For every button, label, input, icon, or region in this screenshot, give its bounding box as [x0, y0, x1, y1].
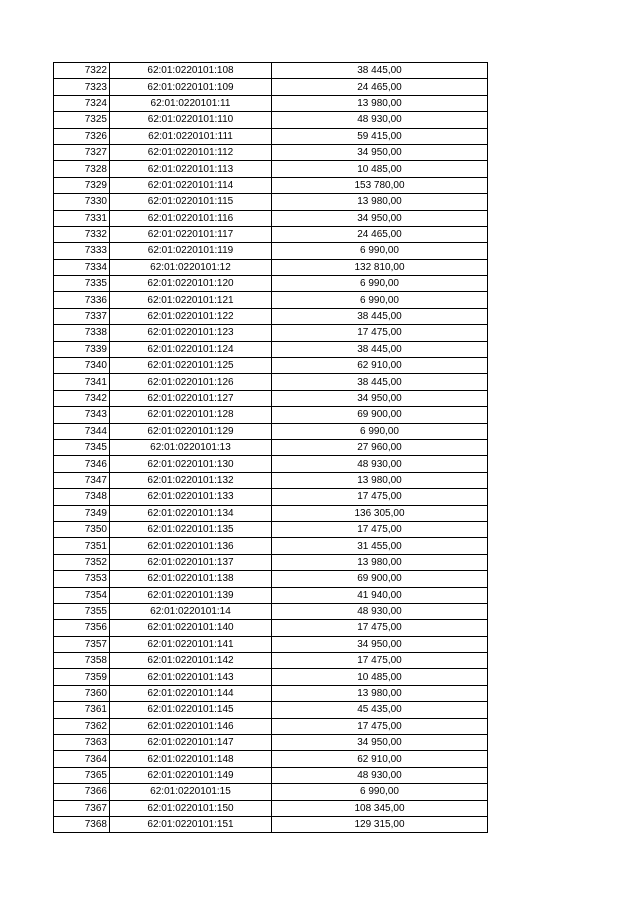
cadastral-number-cell: 62:01:0220101:108	[110, 63, 272, 79]
cadastral-number-cell: 62:01:0220101:123	[110, 325, 272, 341]
cadastral-value-cell: 45 435,00	[272, 702, 488, 718]
row-number-cell: 7363	[54, 735, 110, 751]
table-row	[54, 472, 488, 488]
row-number-cell: 7333	[54, 243, 110, 259]
cadastral-number-cell: 62:01:0220101:116	[110, 210, 272, 226]
cadastral-number-cell: 62:01:0220101:142	[110, 653, 272, 669]
cadastral-value-cell: 13 980,00	[272, 685, 488, 701]
table-row	[54, 276, 488, 292]
row-number-cell: 7327	[54, 144, 110, 160]
cadastral-number-cell: 62:01:0220101:146	[110, 718, 272, 734]
table-row	[54, 63, 488, 79]
cadastral-number-cell: 62:01:0220101:110	[110, 112, 272, 128]
cadastral-number-cell: 62:01:0220101:115	[110, 194, 272, 210]
cadastral-number-cell: 62:01:0220101:140	[110, 620, 272, 636]
cadastral-value-cell: 17 475,00	[272, 653, 488, 669]
table-row	[54, 128, 488, 144]
row-number-cell: 7334	[54, 259, 110, 275]
row-number-cell: 7364	[54, 751, 110, 767]
cadastral-number-cell: 62:01:0220101:128	[110, 407, 272, 423]
table-row	[54, 292, 488, 308]
row-number-cell: 7326	[54, 128, 110, 144]
table-row	[54, 407, 488, 423]
cadastral-value-cell: 59 415,00	[272, 128, 488, 144]
row-number-cell: 7349	[54, 505, 110, 521]
row-number-cell: 7357	[54, 636, 110, 652]
cadastral-number-cell: 62:01:0220101:132	[110, 472, 272, 488]
cadastral-value-cell: 34 950,00	[272, 390, 488, 406]
table-row	[54, 800, 488, 816]
table-row	[54, 538, 488, 554]
cadastral-number-cell: 62:01:0220101:13	[110, 439, 272, 455]
row-number-cell: 7325	[54, 112, 110, 128]
cadastral-value-cell: 69 900,00	[272, 571, 488, 587]
cadastral-value-cell: 10 485,00	[272, 161, 488, 177]
row-number-cell: 7323	[54, 79, 110, 95]
table-row	[54, 702, 488, 718]
row-number-cell: 7353	[54, 571, 110, 587]
row-number-cell: 7366	[54, 784, 110, 800]
cadastral-value-table	[53, 62, 488, 833]
table-row	[54, 325, 488, 341]
table-row	[54, 718, 488, 734]
cadastral-number-cell: 62:01:0220101:144	[110, 685, 272, 701]
row-number-cell: 7354	[54, 587, 110, 603]
row-number-cell: 7361	[54, 702, 110, 718]
table-row	[54, 751, 488, 767]
row-number-cell: 7352	[54, 554, 110, 570]
row-number-cell: 7322	[54, 63, 110, 79]
cadastral-value-cell: 24 465,00	[272, 79, 488, 95]
cadastral-number-cell: 62:01:0220101:147	[110, 735, 272, 751]
cadastral-number-cell: 62:01:0220101:125	[110, 358, 272, 374]
cadastral-value-cell: 6 990,00	[272, 423, 488, 439]
cadastral-number-cell: 62:01:0220101:127	[110, 390, 272, 406]
table-row	[54, 243, 488, 259]
cadastral-number-cell: 62:01:0220101:135	[110, 521, 272, 537]
table-body	[54, 63, 488, 833]
table-row	[54, 571, 488, 587]
table-row	[54, 341, 488, 357]
cadastral-value-cell: 10 485,00	[272, 669, 488, 685]
row-number-cell: 7342	[54, 390, 110, 406]
cadastral-value-cell: 108 345,00	[272, 800, 488, 816]
row-number-cell: 7337	[54, 308, 110, 324]
cadastral-value-cell: 13 980,00	[272, 95, 488, 111]
table-row	[54, 620, 488, 636]
row-number-cell: 7331	[54, 210, 110, 226]
cadastral-number-cell: 62:01:0220101:113	[110, 161, 272, 177]
table-row	[54, 226, 488, 242]
row-number-cell: 7336	[54, 292, 110, 308]
cadastral-value-cell: 48 930,00	[272, 112, 488, 128]
cadastral-value-cell: 48 930,00	[272, 603, 488, 619]
cadastral-value-cell: 17 475,00	[272, 325, 488, 341]
table-row	[54, 112, 488, 128]
cadastral-number-cell: 62:01:0220101:112	[110, 144, 272, 160]
row-number-cell: 7365	[54, 767, 110, 783]
table-row	[54, 784, 488, 800]
cadastral-number-cell: 62:01:0220101:134	[110, 505, 272, 521]
cadastral-number-cell: 62:01:0220101:114	[110, 177, 272, 193]
row-number-cell: 7347	[54, 472, 110, 488]
cadastral-number-cell: 62:01:0220101:136	[110, 538, 272, 554]
cadastral-number-cell: 62:01:0220101:137	[110, 554, 272, 570]
cadastral-value-cell: 62 910,00	[272, 751, 488, 767]
cadastral-number-cell: 62:01:0220101:14	[110, 603, 272, 619]
row-number-cell: 7324	[54, 95, 110, 111]
cadastral-number-cell: 62:01:0220101:143	[110, 669, 272, 685]
cadastral-value-cell: 6 990,00	[272, 243, 488, 259]
table-row	[54, 374, 488, 390]
table-row	[54, 259, 488, 275]
cadastral-number-cell: 62:01:0220101:120	[110, 276, 272, 292]
row-number-cell: 7341	[54, 374, 110, 390]
cadastral-value-cell: 17 475,00	[272, 489, 488, 505]
table-row	[54, 144, 488, 160]
row-number-cell: 7362	[54, 718, 110, 734]
row-number-cell: 7339	[54, 341, 110, 357]
table-row	[54, 636, 488, 652]
cadastral-number-cell: 62:01:0220101:139	[110, 587, 272, 603]
table-row	[54, 653, 488, 669]
cadastral-value-cell: 17 475,00	[272, 521, 488, 537]
table-row	[54, 423, 488, 439]
cadastral-number-cell: 62:01:0220101:117	[110, 226, 272, 242]
row-number-cell: 7332	[54, 226, 110, 242]
row-number-cell: 7340	[54, 358, 110, 374]
cadastral-number-cell: 62:01:0220101:141	[110, 636, 272, 652]
cadastral-number-cell: 62:01:0220101:124	[110, 341, 272, 357]
cadastral-number-cell: 62:01:0220101:151	[110, 816, 272, 832]
row-number-cell: 7368	[54, 816, 110, 832]
cadastral-number-cell: 62:01:0220101:15	[110, 784, 272, 800]
row-number-cell: 7345	[54, 439, 110, 455]
table-row	[54, 210, 488, 226]
row-number-cell: 7367	[54, 800, 110, 816]
table-row	[54, 390, 488, 406]
table-row	[54, 554, 488, 570]
cadastral-value-cell: 17 475,00	[272, 620, 488, 636]
cadastral-number-cell: 62:01:0220101:133	[110, 489, 272, 505]
cadastral-number-cell: 62:01:0220101:138	[110, 571, 272, 587]
row-number-cell: 7350	[54, 521, 110, 537]
cadastral-number-cell: 62:01:0220101:145	[110, 702, 272, 718]
table-row	[54, 456, 488, 472]
table-row	[54, 177, 488, 193]
row-number-cell: 7328	[54, 161, 110, 177]
table-row	[54, 79, 488, 95]
table-row	[54, 161, 488, 177]
table-row	[54, 816, 488, 832]
row-number-cell: 7343	[54, 407, 110, 423]
cadastral-value-cell: 27 960,00	[272, 439, 488, 455]
cadastral-value-cell: 6 990,00	[272, 276, 488, 292]
table-row	[54, 358, 488, 374]
table-row	[54, 685, 488, 701]
cadastral-value-cell: 6 990,00	[272, 784, 488, 800]
table-row	[54, 95, 488, 111]
cadastral-value-cell: 13 980,00	[272, 194, 488, 210]
cadastral-value-cell: 24 465,00	[272, 226, 488, 242]
row-number-cell: 7329	[54, 177, 110, 193]
cadastral-value-cell: 69 900,00	[272, 407, 488, 423]
table-row	[54, 587, 488, 603]
table-row	[54, 521, 488, 537]
row-number-cell: 7351	[54, 538, 110, 554]
cadastral-number-cell: 62:01:0220101:121	[110, 292, 272, 308]
table-row	[54, 308, 488, 324]
cadastral-number-cell: 62:01:0220101:150	[110, 800, 272, 816]
row-number-cell: 7344	[54, 423, 110, 439]
row-number-cell: 7359	[54, 669, 110, 685]
cadastral-number-cell: 62:01:0220101:126	[110, 374, 272, 390]
cadastral-number-cell: 62:01:0220101:109	[110, 79, 272, 95]
cadastral-value-cell: 17 475,00	[272, 718, 488, 734]
cadastral-value-cell: 62 910,00	[272, 358, 488, 374]
cadastral-value-cell: 38 445,00	[272, 308, 488, 324]
cadastral-number-cell: 62:01:0220101:149	[110, 767, 272, 783]
cadastral-number-cell: 62:01:0220101:11	[110, 95, 272, 111]
cadastral-number-cell: 62:01:0220101:148	[110, 751, 272, 767]
row-number-cell: 7355	[54, 603, 110, 619]
cadastral-value-cell: 34 950,00	[272, 210, 488, 226]
row-number-cell: 7358	[54, 653, 110, 669]
table-row	[54, 735, 488, 751]
cadastral-value-cell: 132 810,00	[272, 259, 488, 275]
cadastral-value-cell: 34 950,00	[272, 636, 488, 652]
cadastral-value-cell: 153 780,00	[272, 177, 488, 193]
row-number-cell: 7330	[54, 194, 110, 210]
row-number-cell: 7346	[54, 456, 110, 472]
cadastral-number-cell: 62:01:0220101:119	[110, 243, 272, 259]
cadastral-number-cell: 62:01:0220101:129	[110, 423, 272, 439]
cadastral-value-cell: 136 305,00	[272, 505, 488, 521]
row-number-cell: 7338	[54, 325, 110, 341]
table-row	[54, 194, 488, 210]
cadastral-number-cell: 62:01:0220101:122	[110, 308, 272, 324]
cadastral-value-cell: 6 990,00	[272, 292, 488, 308]
cadastral-value-cell: 48 930,00	[272, 767, 488, 783]
table-row	[54, 505, 488, 521]
row-number-cell: 7356	[54, 620, 110, 636]
row-number-cell: 7360	[54, 685, 110, 701]
cadastral-number-cell: 62:01:0220101:12	[110, 259, 272, 275]
table-row	[54, 669, 488, 685]
cadastral-value-cell: 13 980,00	[272, 554, 488, 570]
cadastral-number-cell: 62:01:0220101:111	[110, 128, 272, 144]
table-row	[54, 439, 488, 455]
cadastral-value-cell: 48 930,00	[272, 456, 488, 472]
table-row	[54, 489, 488, 505]
row-number-cell: 7348	[54, 489, 110, 505]
cadastral-value-cell: 31 455,00	[272, 538, 488, 554]
table-row	[54, 603, 488, 619]
cadastral-value-cell: 34 950,00	[272, 735, 488, 751]
cadastral-value-cell: 38 445,00	[272, 341, 488, 357]
cadastral-value-cell: 34 950,00	[272, 144, 488, 160]
table-row	[54, 767, 488, 783]
cadastral-value-cell: 41 940,00	[272, 587, 488, 603]
cadastral-value-cell: 129 315,00	[272, 816, 488, 832]
row-number-cell: 7335	[54, 276, 110, 292]
cadastral-value-cell: 13 980,00	[272, 472, 488, 488]
cadastral-number-cell: 62:01:0220101:130	[110, 456, 272, 472]
cadastral-value-cell: 38 445,00	[272, 63, 488, 79]
cadastral-value-cell: 38 445,00	[272, 374, 488, 390]
